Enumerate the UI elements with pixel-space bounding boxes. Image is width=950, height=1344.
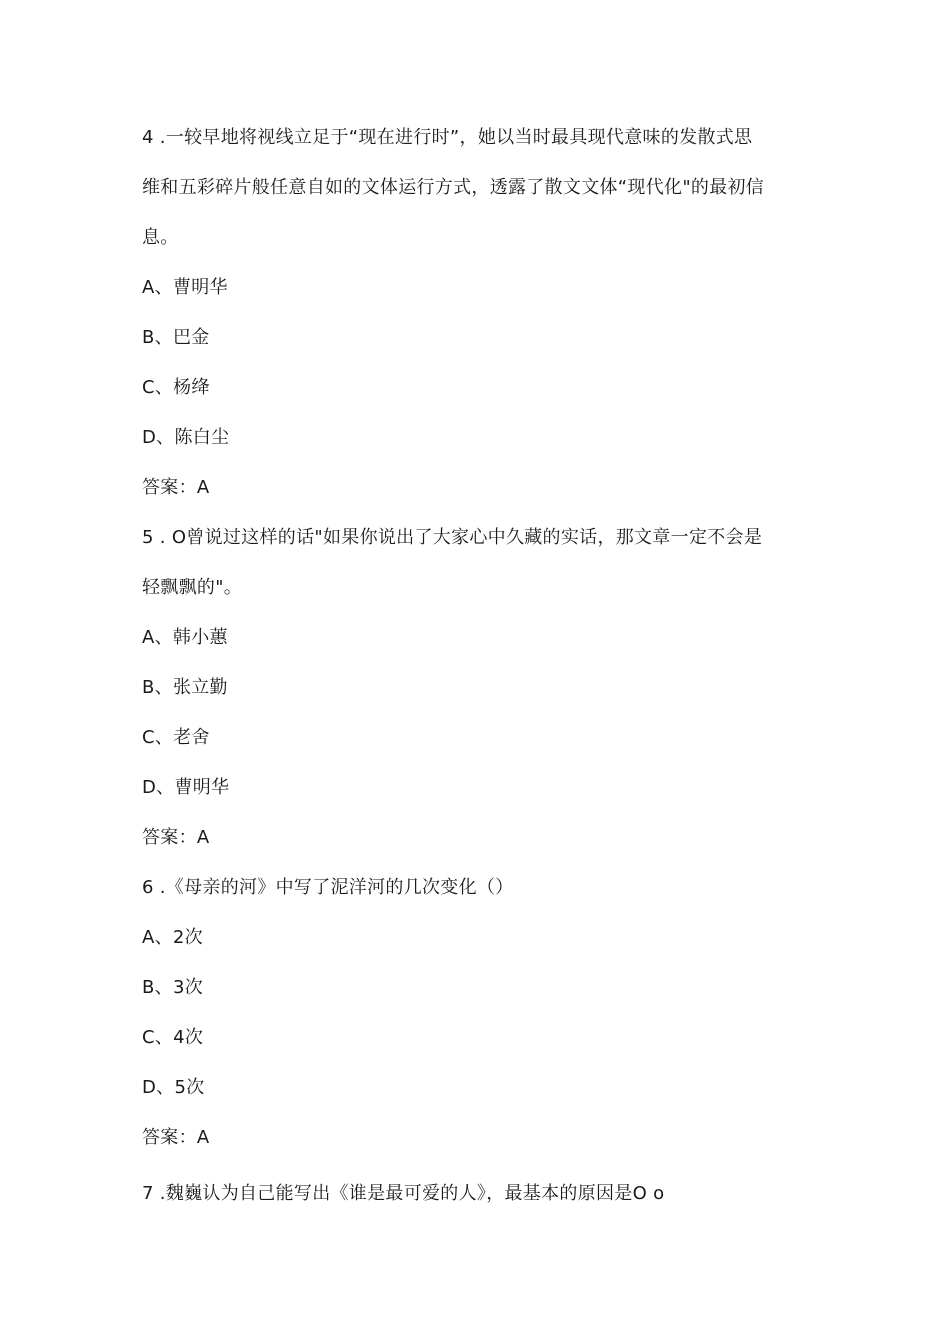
q6-stem-line-1: 6 .《母亲的河》中写了泥洋河的几次变化（） (142, 877, 514, 898)
q5-option-a: A、韩小蕙 (142, 627, 228, 648)
q4-option-b: B、巴金 (142, 327, 210, 348)
q4-stem-line-2: 维和五彩碎片般任意自如的文体运行方式，透露了散文文体“现代化"的最初信 (142, 177, 765, 198)
q5-answer: 答案：A (142, 827, 210, 848)
q5-stem-line-1: 5 . O曾说过这样的话"如果你说出了大家心中久藏的实话，那文章一定不会是 (142, 527, 763, 548)
q5-option-b: B、张立勤 (142, 677, 228, 698)
q6-answer: 答案：A (142, 1127, 210, 1148)
q5-option-d: D、曹明华 (142, 777, 230, 798)
q4-option-a: A、曹明华 (142, 277, 228, 298)
q5-stem-line-2: 轻飘飘的"。 (142, 577, 243, 598)
q6-option-c: C、4次 (142, 1027, 204, 1048)
q5-option-c: C、老舍 (142, 727, 210, 748)
q4-answer: 答案：A (142, 477, 210, 498)
q6-option-d: D、5次 (142, 1077, 205, 1098)
q6-option-b: B、3次 (142, 977, 204, 998)
q4-option-c: C、杨绛 (142, 377, 210, 398)
q7-stem-line-1: 7 .魏巍认为自己能写出《谁是最可爱的人》，最基本的原因是O o (142, 1183, 665, 1204)
q4-stem-line-1: 4 .一较早地将视线立足于“现在进行时”，她以当时最具现代意味的发散式思 (142, 127, 753, 148)
q4-option-d: D、陈白尘 (142, 427, 230, 448)
q4-stem-line-3: 息。 (142, 227, 179, 248)
q6-option-a: A、2次 (142, 927, 203, 948)
